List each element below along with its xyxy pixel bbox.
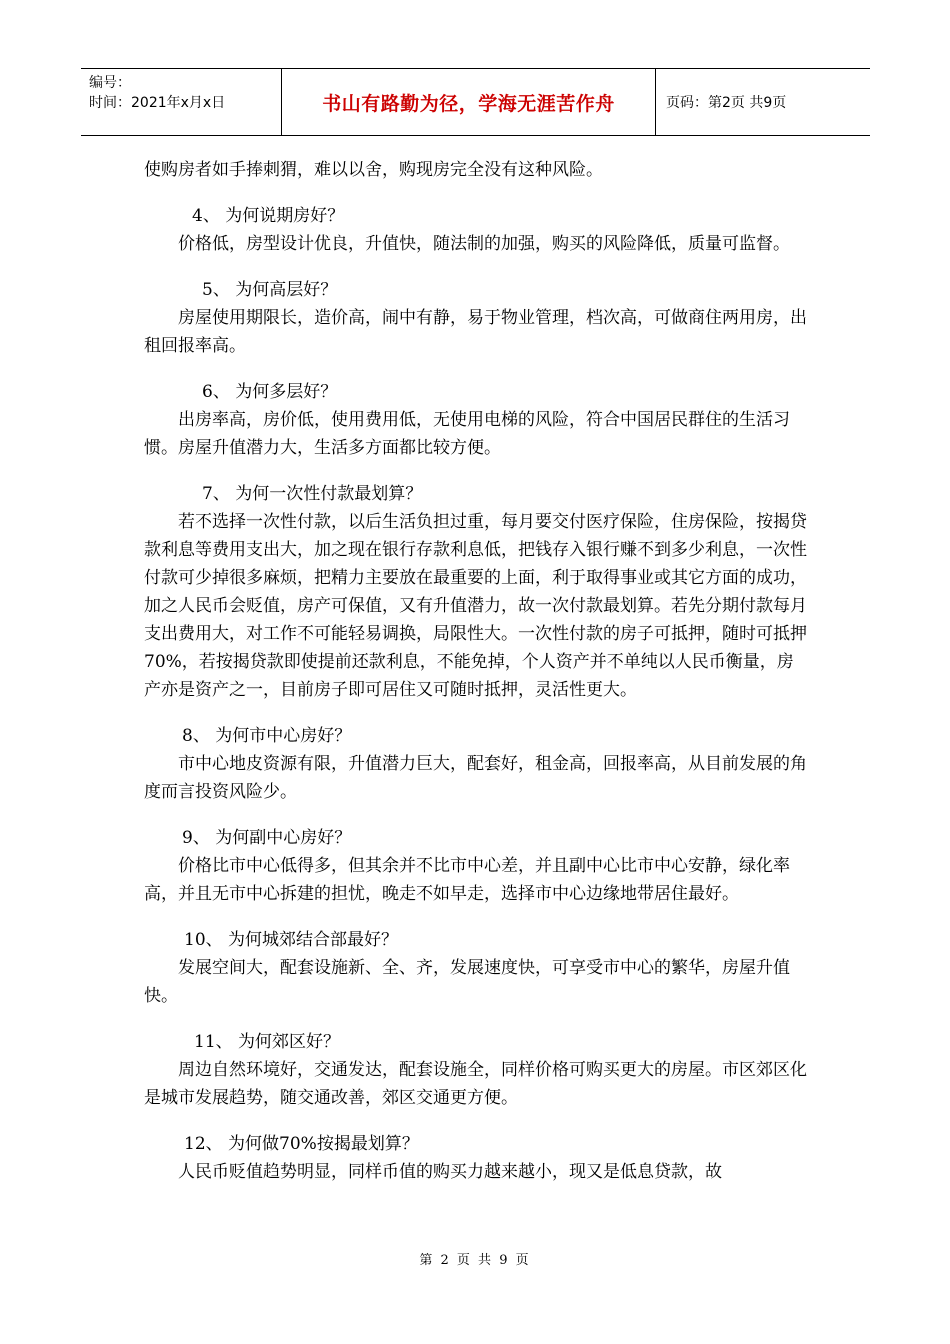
header-page-code: 页码：第2页 共9页 bbox=[666, 95, 787, 111]
question-7: 7、 为何一次性付款最划算？ bbox=[202, 484, 423, 504]
question-6: 6、 为何多层好？ bbox=[202, 382, 338, 402]
question-4: 4、 为何说期房好？ bbox=[192, 206, 345, 226]
paragraph-continued: 使购房者如手捧刺猬，难以以舍，购现房完全没有这种风险。 bbox=[144, 160, 603, 180]
answer-8: 市中心地皮资源有限，升值潜力巨大，配套好，租金高，回报率高，从目前发展的角度而言投资风险少。 bbox=[144, 754, 807, 802]
answer-6: 出房率高，房价低，使用费用低，无使用电梯的风险，符合中国居民群住的生活习惯。房屋升值潜力大，生活多方面都比较方便。 bbox=[144, 410, 790, 458]
answer-5: 房屋使用期限长，造价高，闹中有静，易于物业管理，档次高，可做商住两用房，出租回报率高。 bbox=[144, 308, 807, 356]
page-header bbox=[81, 68, 870, 136]
question-10: 10、 为何城郊结合部最好？ bbox=[184, 930, 399, 950]
answer-10: 发展空间大，配套设施新、全、齐，发展速度快，可享受市中心的繁华，房屋升值快。 bbox=[144, 958, 790, 1006]
question-12: 12、 为何做70%按揭最划算？ bbox=[184, 1134, 419, 1154]
question-8: 8、 为何市中心房好？ bbox=[182, 726, 352, 746]
answer-9: 价格比市中心低得多，但其余并不比市中心差，并且副中心比市中心安静，绿化率高，并且无市中心拆建的担忧，晚走不如早走，选择市中心边缘地带居住最好。 bbox=[144, 856, 790, 904]
question-11: 11、 为何郊区好？ bbox=[194, 1032, 341, 1052]
answer-11: 周边自然环境好，交通发达，配套设施全，同样价格可购买更大的房屋。市区郊区化是城市发展趋势，随交通改善，郊区交通更方便。 bbox=[144, 1060, 807, 1108]
question-5: 5、 为何高层好？ bbox=[202, 280, 338, 300]
answer-12: 人民币贬值趋势明显，同样币值的购买力越来越小，现又是低息贷款，故 bbox=[178, 1162, 722, 1182]
serial-label: 编号： bbox=[89, 75, 131, 91]
date-label: 时间：2021年x月x日 bbox=[89, 95, 226, 111]
answer-7: 若不选择一次性付款，以后生活负担过重，每月要交付医疗保险，住房保险，按揭贷款利息等费用支出大，加之现在银行存款利息低，把钱存入银行赚不到多少利息，一次性付款可少掉很多麻烦，把精力主要放在最重要的上面，利于取得事业或其它方面的成功，加之人民币会贬值，房产可保值，又有升值潜力，故一次付款最划算。若先分期付款每月支出费用大，对工作不可能轻易调换，局限性大。一次性付款的房子可抵押，随时可抵押70%，若按揭贷款即使提前还款利息，不能免掉，个人资产并不单纯以人民币衡量，房产亦是资产之一，目前房子即可居住又可随时抵押，灵活性更大。 bbox=[144, 512, 807, 700]
header-meta bbox=[81, 69, 282, 135]
question-9: 9、 为何副中心房好？ bbox=[182, 828, 352, 848]
page-footer: 第 2 页 共 9 页 bbox=[419, 1253, 531, 1268]
document-body bbox=[144, 156, 808, 1186]
answer-4: 价格低，房型设计优良，升值快，随法制的加强，购买的风险降低，质量可监督。 bbox=[178, 234, 790, 254]
header-motto: 书山有路勤为径，学海无涯苦作舟 bbox=[282, 69, 656, 135]
